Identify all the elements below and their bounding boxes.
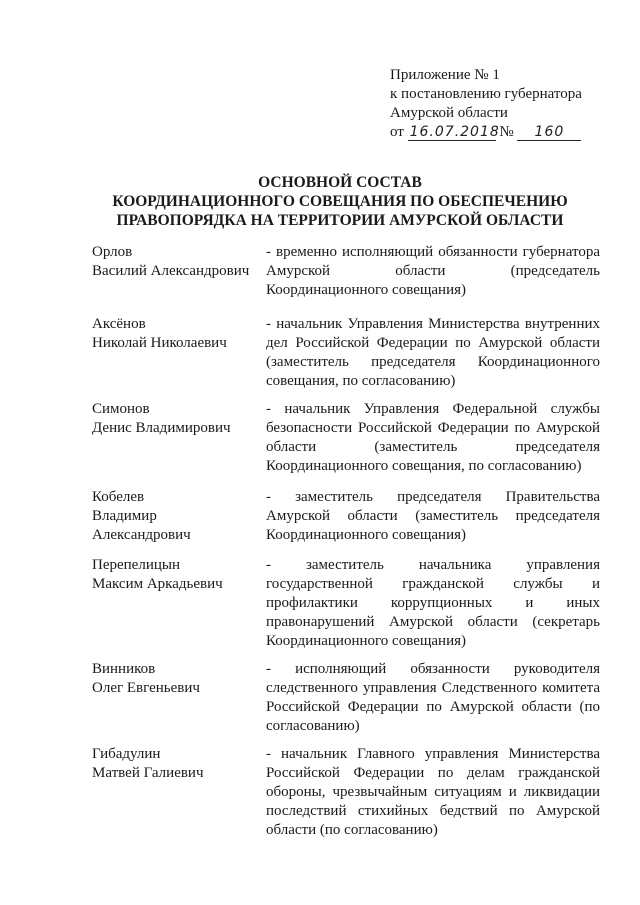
date-number-line: [390, 123, 620, 142]
handwritten-date: 16.07.2018: [409, 124, 500, 140]
member-name: [92, 400, 260, 438]
member-surname: Симонов: [92, 401, 150, 417]
member-given-names: Матвей Галиевич: [92, 765, 204, 781]
member-surname: Орлов: [92, 244, 133, 260]
member-role: - начальник Управления Министерства внутренних дел Российской Федерации по Амурской области (заместитель председателя Координационного совещания, по согласованию): [266, 316, 600, 389]
member-given-names: Максим Аркадьевич: [92, 576, 223, 592]
member-name: [92, 243, 260, 281]
date-prefix: от: [390, 124, 404, 140]
member-given-names: Денис Владимирович: [92, 420, 231, 436]
approval-block: [390, 66, 620, 142]
member-given-names: Владимир: [92, 508, 157, 524]
number-prefix: №: [499, 124, 514, 140]
handwritten-number: 160: [517, 124, 581, 141]
member-surname: Кобелев: [92, 489, 145, 505]
title-line-1: ОСНОВНОЙ СОСТАВ: [258, 174, 422, 191]
member-given-names: Василий Александрович: [92, 263, 250, 279]
member-role: - заместитель начальника управления государственной гражданской службы и профилактики коррупционных и иных правонарушений Амурской области (секретарь Координационного совещания): [266, 557, 600, 649]
appendix-number: Приложение № 1: [390, 67, 500, 83]
member-surname: Перепелицын: [92, 557, 180, 573]
member-name: [92, 315, 260, 353]
member-surname: Винников: [92, 661, 156, 677]
title-line-2: КООРДИНАЦИОННОГО СОВЕЩАНИЯ ПО ОБЕСПЕЧЕНИЮ: [112, 193, 568, 210]
member-role: - начальник Управления Федеральной службы безопасности Российской Федерации по Амурской области (заместитель председателя Координационного совещания, по согласованию): [266, 401, 600, 474]
resolution-reference: к постановлению губернатора: [390, 86, 582, 102]
member-given-names: Николай Николаевич: [92, 335, 227, 351]
member-role: - исполняющий обязанности руководителя следственного управления Следственного комитета Российской Федерации по Амурской области (по согласованию): [266, 661, 600, 734]
member-name: [92, 488, 260, 545]
member-patronymic: Александрович: [92, 527, 191, 543]
member-role: - заместитель председателя Правительства Амурской области (заместитель председателя Координационного совещания): [266, 489, 600, 543]
member-role: - временно исполняющий обязанности губернатора Амурской области (председатель Координационного совещания): [266, 244, 600, 298]
member-surname: Аксёнов: [92, 316, 146, 332]
member-given-names: Олег Евгеньевич: [92, 680, 200, 696]
document-title: [80, 173, 600, 230]
member-name: [92, 745, 260, 783]
member-name: [92, 556, 260, 594]
member-role: - начальник Главного управления Министерства Российской Федерации по делам гражданской обороны, чрезвычайным ситуациям и ликвидации последствий стихийных бедствий по Амурской области (по согласованию): [266, 746, 600, 838]
title-line-3: ПРАВОПОРЯДКА НА ТЕРРИТОРИИ АМУРСКОЙ ОБЛАСТИ: [116, 212, 564, 229]
member-name: [92, 660, 260, 698]
region-name: Амурской области: [390, 105, 508, 121]
member-surname: Гибадулин: [92, 746, 161, 762]
